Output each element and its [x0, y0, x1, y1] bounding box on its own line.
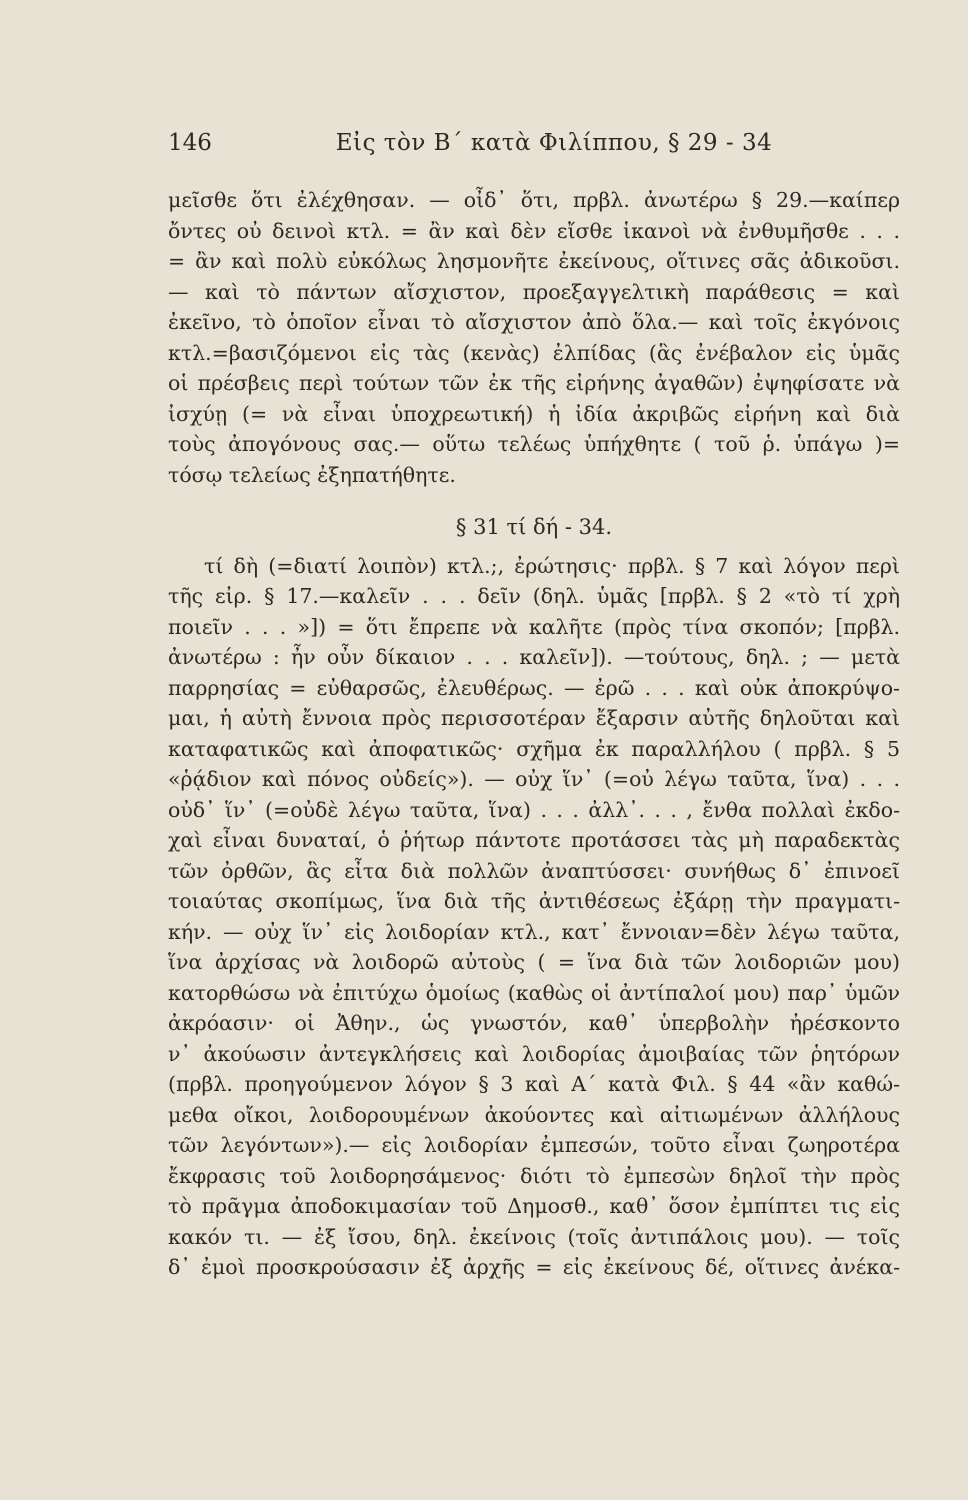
text-line: «ῥᾴδιον καὶ πόνος οὐδείς»). — οὐχ ἵν᾿ (=οὐ λέγω ταῦτα, ἵνα) . . .	[168, 767, 900, 791]
text-line: καταφατικῶς καὶ ἀποφατικῶς· σχῆμα ἐκ παραλλήλου ( πρβλ. § 5	[168, 736, 900, 761]
text-line: ν᾿ ἀκούωσιν ἀντεγκλήσεις καὶ λοιδορίας ἀμοιβαίας τῶν ῥητόρων	[168, 1041, 900, 1066]
text-line: κήν. — οὐχ ἵν᾿ εἰς λοιδορίαν κτλ., κατ᾿ ἔννοιαν=δὲν λέγω ταῦτα,	[168, 919, 900, 944]
text-line: = ἂν καὶ πολὺ εὐκόλως λησμονῆτε ἐκείνους, οἵτινες σᾶς ἀδικοῦσι.	[168, 249, 900, 273]
text-line: — καὶ τὸ πάντων αἴσχιστον, προεξαγγελτικὴ παράθεσις = καὶ	[168, 279, 900, 304]
text-line: χαὶ εἶναι δυναταί, ὁ ῥήτωρ πάντοτε προτάσσει τὰς μὴ παραδεκτὰς	[168, 828, 900, 852]
text-line: τὸ πρᾶγμα ἀποδοκιμασίαν τοῦ Δημοσθ., καθ᾿ ὅσον ἐμπίπτει τις εἰς	[168, 1194, 900, 1218]
running-title: Εἰς τὸν Β΄ κατὰ Φιλίππου, § 29 - 34	[335, 130, 773, 156]
text-line: παρρησίας = εὐθαρσῶς, ἐλευθέρως. — ἐρῶ . . . καὶ οὐκ ἀποκρύψο-	[168, 675, 900, 700]
section-heading: § 31 τί δή - 34.	[455, 515, 613, 539]
text-line: μεῖσθε ὅτι ἐλέχθησαν. — οἶδ᾿ ὅτι, πρβλ. ἀνωτέρω § 29.—καίπερ	[168, 188, 900, 212]
text-line: ἀνωτέρω : ἦν οὖν δίκαιον . . . καλεῖν]). —τούτους, δηλ. ; — μετὰ	[168, 645, 900, 669]
paragraph-2	[168, 551, 900, 1283]
text-line: ἀκρόασιν· οἱ Ἀθην., ὡς γνωστόν, καθ᾿ ὑπερβολὴν ἠρέσκοντο	[168, 1011, 900, 1035]
page-number: 146	[168, 130, 212, 156]
text-line: τόσῳ τελείως ἐξηπατήθητε.	[168, 462, 456, 487]
text-line: κτλ.=βασιζόμενοι εἰς τὰς (κενὰς) ἐλπίδας (ἃς ἐνέβαλον εἰς ὑμᾶς	[168, 340, 900, 365]
paragraph-1	[168, 185, 900, 490]
text-line: ἵνα ἀρχίσας νὰ λοιδορῶ αὐτοὺς ( = ἵνα διὰ τῶν λοιδοριῶν μου)	[168, 950, 900, 974]
text-line: τοιαύτας σκοπίμως, ἵνα διὰ τῆς ἀντιθέσεως ἐξάρῃ τὴν πραγματι-	[168, 889, 900, 913]
text-line: ὄντες οὐ δεινοὶ κτλ. = ἂν καὶ δὲν εἴσθε ἱκανοὶ νὰ ἐνθυμῆσθε . . .	[168, 218, 900, 243]
text-line: (πρβλ. προηγούμενον λόγον § 3 καὶ Α΄ κατὰ Φιλ. § 44 «ἂν καθώ-	[168, 1072, 900, 1096]
text-line: τῶν ὀρθῶν, ἃς εἶτα διὰ πολλῶν ἀναπτύσσει· συνήθως δ᾿ ἐπινοεῖ	[168, 858, 900, 883]
text-line: ἐκεῖνο, τὸ ὁποῖον εἶναι τὸ αἴσχιστον ἀπὸ ὅλα.— καὶ τοῖς ἐκγόνοις	[168, 310, 900, 334]
text-line: κακόν τι. — ἐξ ἴσου, δηλ. ἐκείνοις (τοῖς ἀντιπάλοις μου). — τοῖς	[168, 1224, 900, 1249]
text-line: ποιεῖν . . . »]) = ὅτι ἔπρεπε νὰ καλῆτε (πρὸς τίνα σκοπόν; [πρβλ.	[168, 614, 900, 639]
text-line: τί δὴ (=διατί λοιπὸν) κτλ.;, ἐρώτησις· πρβλ. § 7 καὶ λόγον περὶ	[204, 553, 900, 578]
text-line: τῆς εἰρ. § 17.—καλεῖν . . . δεῖν (δηλ. ὑμᾶς [πρβλ. § 2 «τὸ τί χρὴ	[168, 584, 900, 608]
text-line: κατορθώσω νὰ ἐπιτύχω ὁμοίως (καθὼς οἱ ἀντίπαλοί μου) παρ᾿ ὑμῶν	[168, 980, 900, 1005]
page-header	[168, 130, 900, 170]
body-text	[168, 185, 900, 1283]
text-line: δ᾿ ἐμοὶ προσκρούσασιν ἐξ ἀρχῆς = εἰς ἐκείνους δέ, οἵτινες ἀνέκα-	[168, 1255, 900, 1279]
text-line: μεθα οἴκοι, λοιδορουμένων ἀκούοντες καὶ αἰτιωμένων ἀλλήλους	[168, 1102, 900, 1127]
text-line: οἱ πρέσβεις περὶ τούτων τῶν ἐκ τῆς εἰρήνης ἀγαθῶν) ἐψηφίσατε νὰ	[168, 371, 900, 395]
text-line: οὐδ᾿ ἵν᾿ (=οὐδὲ λέγω ταῦτα, ἵνα) . . . ἀλλ᾿. . . , ἔνθα πολλαὶ ἐκδο-	[168, 797, 900, 822]
text-line: ἰσχύῃ (= νὰ εἶναι ὑποχρεωτική) ἡ ἰδία ἀκριβῶς εἰρήνη καὶ διὰ	[168, 401, 900, 426]
text-line: τοὺς ἀπογόνους σας.— οὕτω τελέως ὑπήχθητε ( τοῦ ῥ. ὑπάγω )=	[168, 432, 900, 456]
text-line: μαι, ἡ αὐτὴ ἔννοια πρὸς περισσοτέραν ἔξαρσιν αὐτῆς δηλοῦται καὶ	[168, 706, 900, 730]
text-line: ἔκφρασις τοῦ λοιδορησάμενος· διότι τὸ ἐμπεσὼν δηλοῖ τὴν πρὸς	[168, 1163, 900, 1188]
text-line: τῶν λεγόντων»).— εἰς λοιδορίαν ἐμπεσών, τοῦτο εἶναι ζωηροτέρα	[168, 1133, 900, 1157]
